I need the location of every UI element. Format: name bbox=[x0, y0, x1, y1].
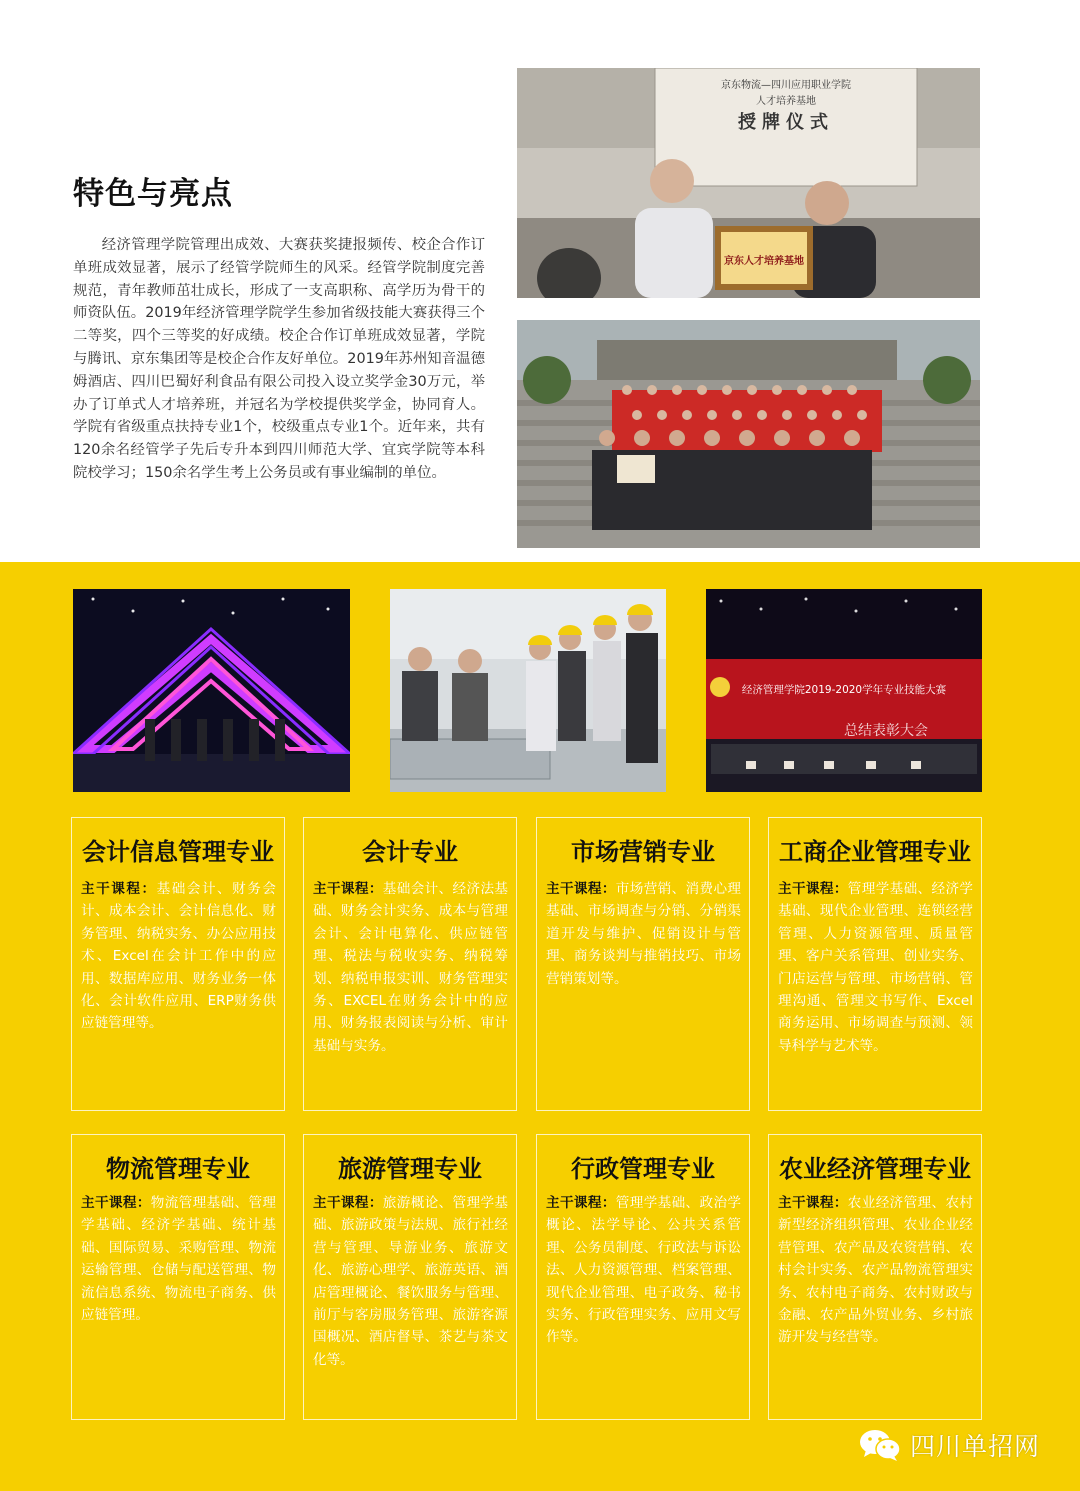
major-title: 物流管理专业 bbox=[106, 1155, 250, 1183]
major-card bbox=[303, 817, 517, 1111]
major-card bbox=[768, 1134, 982, 1420]
course-list: 管理学基础、经济学基础、现代企业管理、连锁经营管理、人力资源管理、质量管理、客户关系管理、创业实务、门店运营与管理、市场营销、管理沟通、管理文书写作、Excel商务运用、市场调查与预测、领导科学与艺术等。 bbox=[778, 881, 974, 1054]
major-courses bbox=[313, 1192, 508, 1371]
section-title: 特色与亮点 bbox=[73, 176, 233, 212]
major-courses bbox=[778, 878, 973, 1057]
major-courses bbox=[313, 878, 508, 1057]
contest-photo bbox=[706, 589, 982, 792]
majors-section bbox=[0, 562, 1080, 1491]
contest-banner: 经济管理学院2019-2020学年专业技能大赛 bbox=[741, 684, 947, 696]
contest-banner-sub: 总结表彰大会 bbox=[844, 723, 928, 739]
course-label: 主干课程： bbox=[546, 881, 616, 897]
course-list: 管理学基础、政治学概论、法学导论、公共关系管理、公务员制度、行政法与诉讼法、人力资源管理、档案管理、现代企业管理、电子政务、秘书实务、行政管理实务、应用文写作等。 bbox=[546, 1195, 742, 1346]
major-courses bbox=[546, 878, 741, 990]
course-label: 主干课程： bbox=[778, 881, 848, 897]
major-card bbox=[303, 1134, 517, 1420]
course-list: 基础会计、财务会计、成本会计、会计信息化、财务管理、纳税实务、办公应用技术、Excel在会计工作中的应用、数据库应用、财务业务一体化、会计软件应用、ERP财务供应链管理等。 bbox=[81, 881, 277, 1032]
ceremony-photo bbox=[517, 68, 980, 298]
major-card bbox=[71, 1134, 285, 1420]
major-title: 会计专业 bbox=[362, 838, 458, 866]
major-courses bbox=[81, 1192, 276, 1326]
group-photo bbox=[517, 320, 980, 548]
screen-line-2: 人才培养基地 bbox=[756, 96, 816, 107]
major-title: 旅游管理专业 bbox=[338, 1155, 482, 1183]
course-label: 主干课程： bbox=[546, 1195, 616, 1211]
major-card bbox=[536, 817, 750, 1111]
major-title: 会计信息管理专业 bbox=[82, 838, 274, 866]
course-label: 主干课程： bbox=[313, 881, 383, 897]
course-label: 主干课程： bbox=[778, 1195, 848, 1211]
major-card bbox=[71, 817, 285, 1111]
brand-name: 四川单招网 bbox=[910, 1432, 1041, 1461]
major-title: 市场营销专业 bbox=[571, 838, 715, 866]
major-courses bbox=[778, 1192, 973, 1349]
screen-line-3: 授牌仪式 bbox=[738, 112, 834, 133]
major-title: 行政管理专业 bbox=[571, 1155, 715, 1183]
plaque-text: 京东人才培养基地 bbox=[724, 256, 804, 267]
major-courses bbox=[81, 878, 276, 1035]
highlights-section bbox=[0, 0, 1080, 562]
course-list: 物流管理基础、管理学基础、经济学基础、统计基础、国际贸易、采购管理、物流运输管理、仓储与配送管理、物流信息系统、物流电子商务、供应链管理。 bbox=[81, 1195, 277, 1324]
stage-photo bbox=[73, 589, 350, 792]
training-photo bbox=[390, 589, 666, 792]
screen-line-1: 京东物流—四川应用职业学院 bbox=[721, 80, 851, 91]
course-list: 基础会计、经济法基础、财务会计实务、成本与管理会计、会计电算化、供应链管理、税法与税收实务、纳税筹划、纳税申报实训、财务管理实务、EXCEL在财务会计中的应用、财务报表阅读与分析、审计基础与实务。 bbox=[313, 881, 509, 1054]
major-title: 工商企业管理专业 bbox=[779, 838, 971, 866]
course-list: 旅游概论、管理学基础、旅游政策与法规、旅行社经营与管理、导游业务、旅游文化、旅游心理学、旅游英语、酒店管理概论、餐饮服务与管理、前厅与客房服务管理、旅游客源国概况、酒店督导、茶艺与茶文化等。 bbox=[313, 1195, 509, 1368]
brand-watermark bbox=[858, 1428, 1040, 1462]
course-label: 主干课程： bbox=[313, 1195, 383, 1211]
major-card bbox=[768, 817, 982, 1111]
major-courses bbox=[546, 1192, 741, 1349]
course-label: 主干课程： bbox=[81, 881, 157, 897]
course-label: 主干课程： bbox=[81, 1195, 151, 1211]
intro-paragraph: 经济管理学院管理出成效、大赛获奖捷报频传、校企合作订单班成效显著，展示了经管学院师生的风采。经管学院制度完善规范，青年教师茁壮成长，形成了一支高职称、高学历为骨干的师资队伍。2019年经济管理学院学生参加省级技能大赛获得三个二等奖，四个三等奖的好成绩。校企合作订单班成效显著，学院与腾讯、京东集团等是校企合作友好单位。2019年苏州知音温德姆酒店、四川巴蜀好利食品有限公司投入设立奖学金30万元，举办了订单式人才培养班，并冠名为学校提供奖学金，协同育人。学院有省级重点扶持专业1个，校级重点专业1个。近年来，共有120余名经管学子先后专升本到四川师范大学、宜宾学院等本科院校学习；150余名学生考上公务员或有事业编制的单位。 bbox=[73, 237, 485, 481]
major-card bbox=[536, 1134, 750, 1420]
course-list: 市场营销、消费心理基础、市场调查与分销、分销渠道开发与维护、促销设计与管理、商务谈判与推销技巧、市场营销策划等。 bbox=[546, 881, 742, 987]
major-title: 农业经济管理专业 bbox=[779, 1155, 971, 1183]
course-list: 农业经济管理、农村新型经济组织管理、农业企业经营管理、农产品及农资营销、农村会计实务、农产品物流管理实务、农村电子商务、农村财政与金融、农产品外贸业务、乡村旅游开发与经营等。 bbox=[778, 1195, 974, 1346]
wechat-icon bbox=[858, 1428, 902, 1462]
